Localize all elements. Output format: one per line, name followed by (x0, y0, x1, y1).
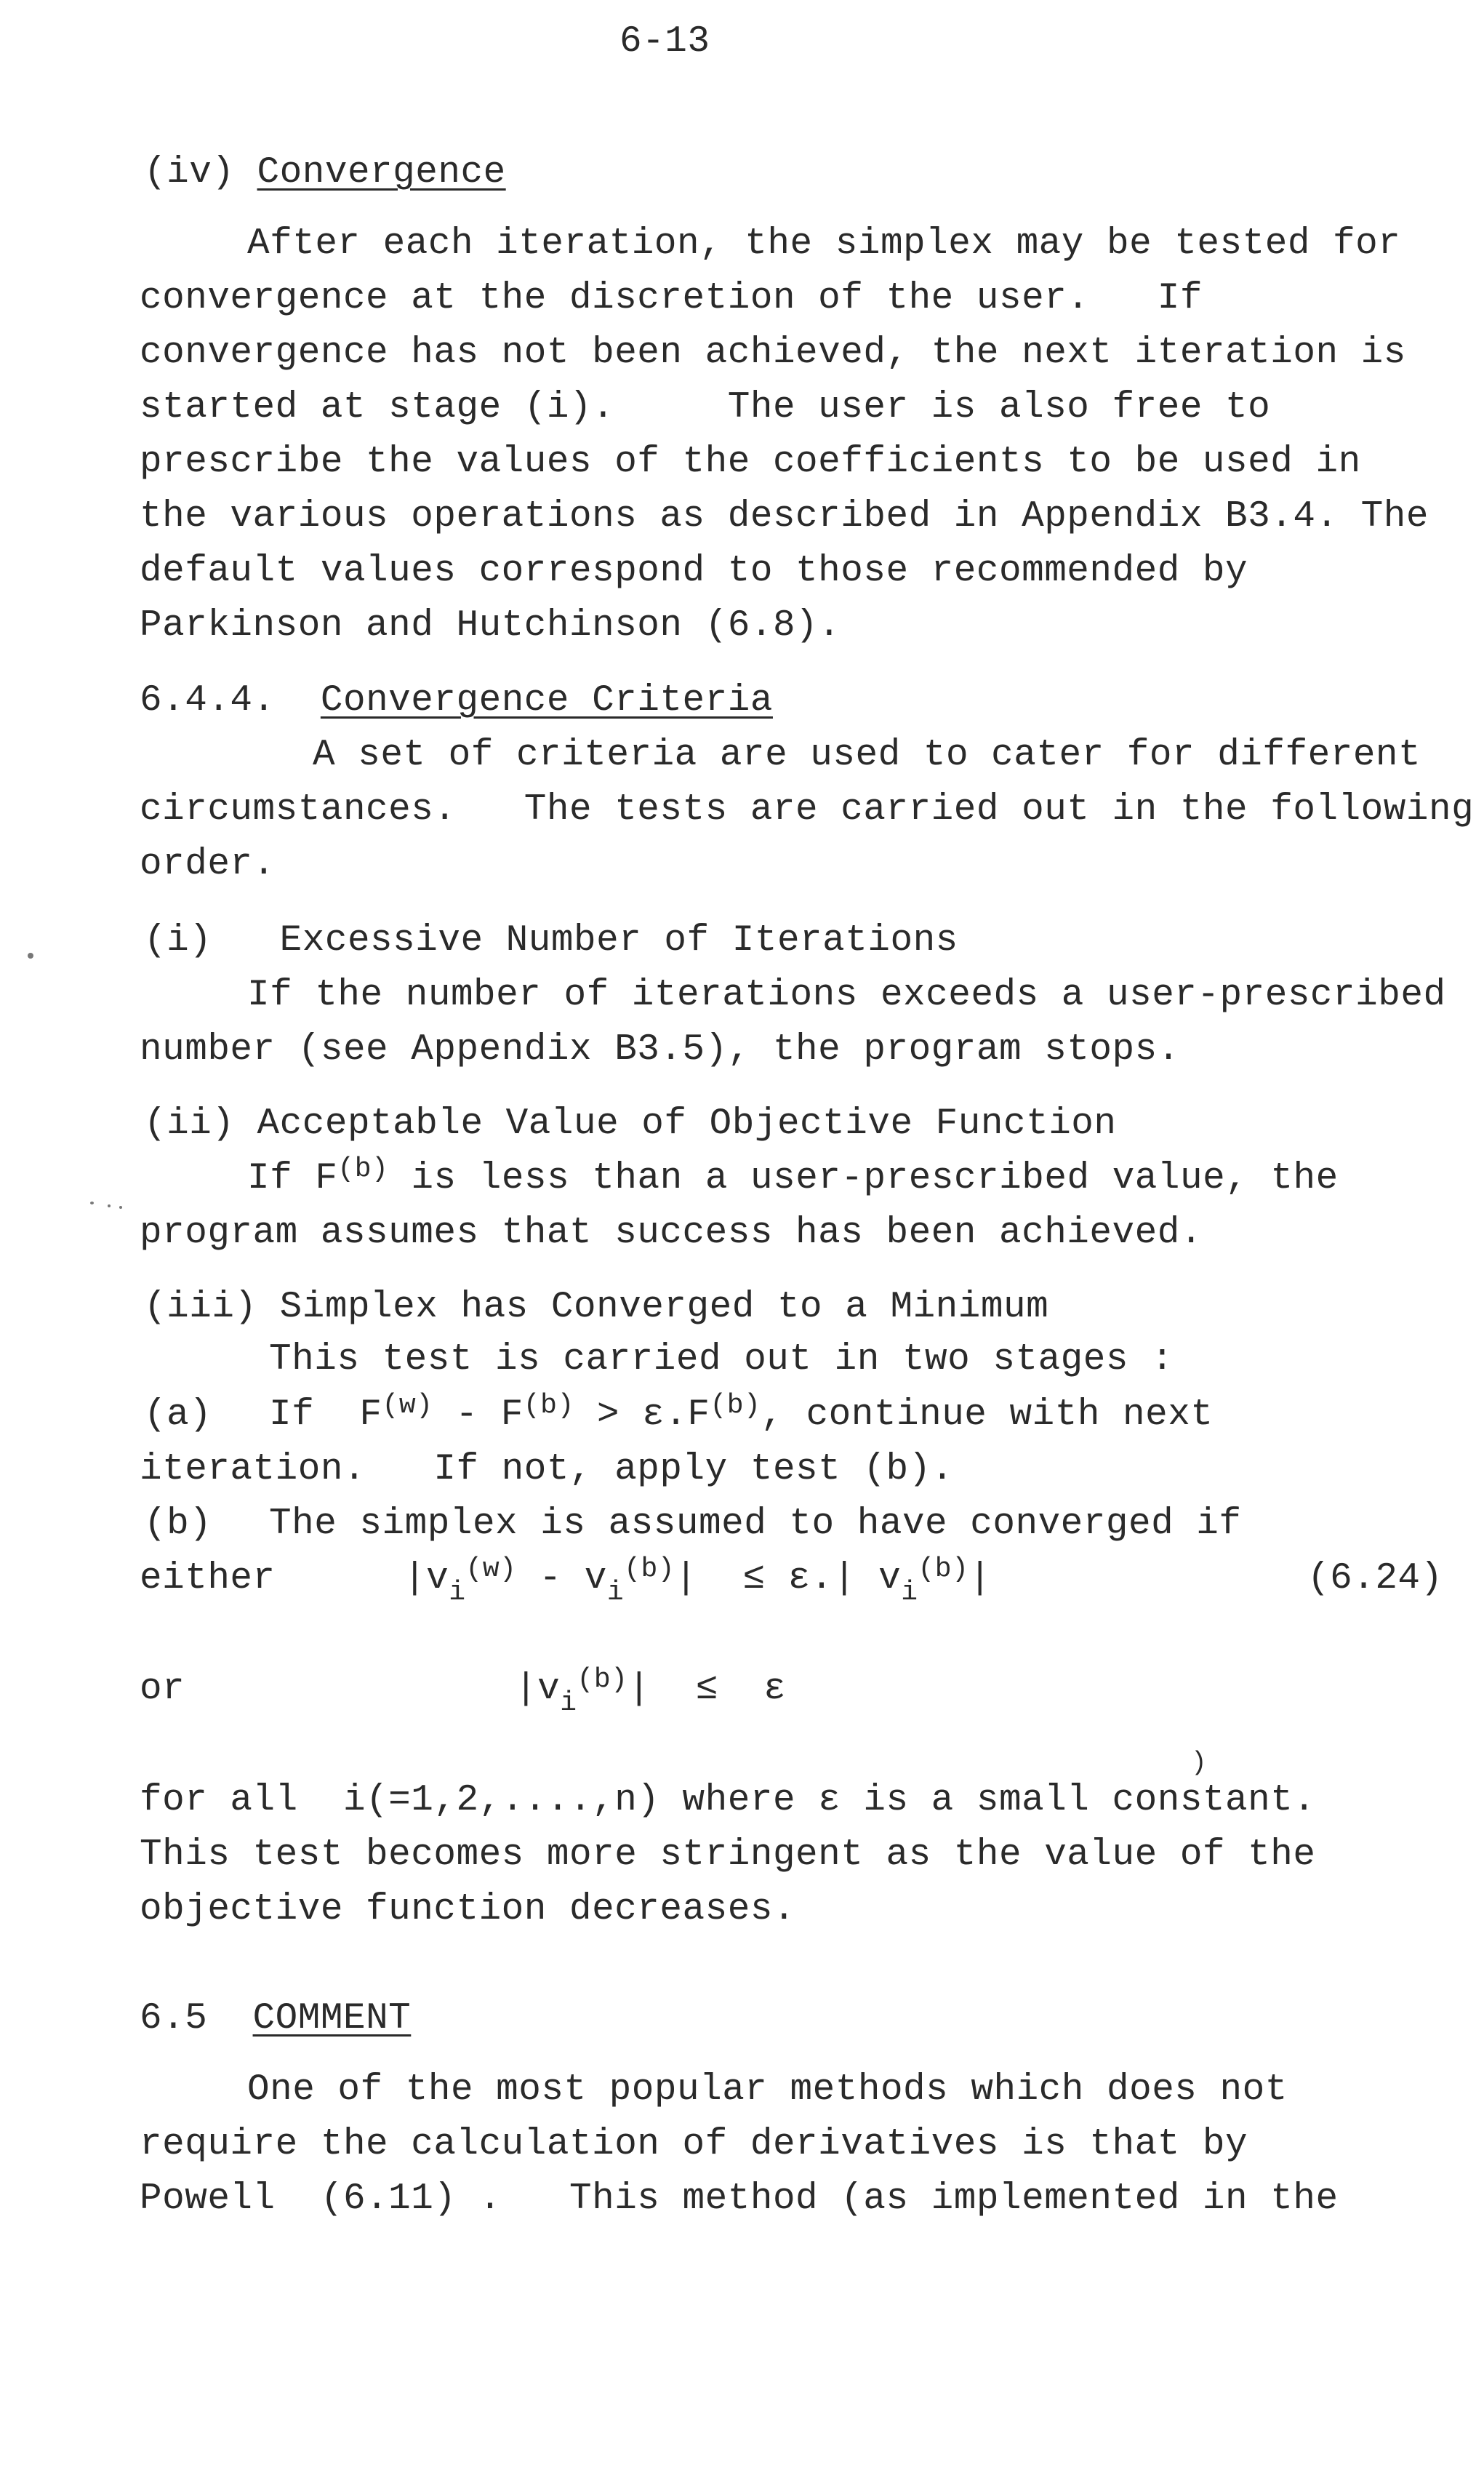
equation-6-24: $|v_i^{(w)} - v_i^{(b)}| \le \varepsilon.|$ $v_i^{(b)}|$ (404, 1554, 992, 1608)
scan-speck (90, 1202, 94, 1204)
paragraph-line: number (see Appendix B3.5), the program stops. (140, 1029, 1180, 1071)
test-a-label: (a) (144, 1394, 212, 1436)
section-6-5-heading (140, 1991, 411, 2046)
test-b-label: (b) (144, 1503, 212, 1545)
either-label: either (140, 1558, 276, 1599)
section-title: COMMENT (252, 1998, 412, 2039)
section-6-4-4-heading (140, 674, 773, 728)
section-number: 6.5 (140, 1998, 208, 2039)
stray-paren: ) (1191, 1748, 1208, 1778)
paragraph-line: iteration. If not, apply test (b). (140, 1449, 954, 1490)
paragraph-line: the various operations as described in Appendix B3.4. The (140, 496, 1429, 537)
paragraph-line: default values correspond to those recommended by (140, 551, 1248, 592)
paragraph-line: order. (140, 844, 276, 885)
item-ii-line-1: If $F^{(b)}$ is less than a user-prescribed value, the (247, 1154, 1339, 1199)
paragraph-line: If the number of iterations exceeds a user-prescribed (247, 975, 1446, 1016)
test-a-condition: If $F^{(w)} - F^{(b)} > \varepsilon.F^{(b)}$, continue with next (269, 1390, 1214, 1436)
or-label: or (140, 1668, 185, 1710)
scan-speck (119, 1206, 122, 1209)
paragraph-line: This test is carried out in two stages : (269, 1339, 1174, 1380)
scan-speck (108, 1204, 111, 1207)
paragraph-line: After each iteration, the simplex may be tested for (247, 223, 1401, 265)
paragraph-line: prescribe the values of the coefficients to be used in (140, 441, 1361, 483)
item-i-heading: (i) Excessive Number of Iterations (144, 920, 958, 962)
section-iv-label: (iv) (144, 152, 235, 193)
paragraph-line: convergence at the discretion of the user. If (140, 278, 1203, 319)
paragraph-line: started at stage (i). The user is also free to (140, 387, 1271, 428)
superscript-b: (b) (337, 1154, 389, 1185)
scan-speck (28, 953, 33, 959)
item-iii-heading: (iii) Simplex has Converged to a Minimum (144, 1287, 1049, 1328)
paragraph-line: program assumes that success has been achieved. (140, 1212, 1203, 1254)
equation-number: (6.24) (1307, 1558, 1443, 1599)
equation-alternative: $|v_i^{(b)}| \le \varepsilon$ (515, 1664, 787, 1719)
paragraph-line: for all i(=1,2,....,n) where ε is a small constant. (140, 1780, 1316, 1821)
paragraph-line: require the calculation of derivatives is that by (140, 2124, 1248, 2165)
paragraph-line: Powell (6.11) . This method (as implemented in the (140, 2178, 1339, 2220)
page-number: 6-13 (619, 21, 710, 63)
test-b-text: The simplex is assumed to have converged if (269, 1503, 1242, 1545)
paragraph-line: convergence has not been achieved, the next iteration is (140, 332, 1406, 374)
paragraph-line: This test becomes more stringent as the value of the (140, 1834, 1316, 1876)
paragraph-line: One of the most popular methods which does not (247, 2069, 1288, 2111)
section-number: 6.4.4. (140, 680, 276, 722)
paragraph-line: circumstances. The tests are carried out in the following (140, 789, 1475, 831)
paragraph-line: objective function decreases. (140, 1889, 796, 1930)
paragraph-line: Parkinson and Hutchinson (6.8). (140, 605, 841, 647)
item-ii-heading: (ii) Acceptable Value of Objective Function (144, 1103, 1117, 1145)
section-title: Convergence Criteria (320, 680, 773, 722)
section-iv-title: Convergence (257, 152, 506, 193)
paragraph-line: A set of criteria are used to cater for different (313, 735, 1421, 776)
section-iv-heading (144, 145, 506, 200)
